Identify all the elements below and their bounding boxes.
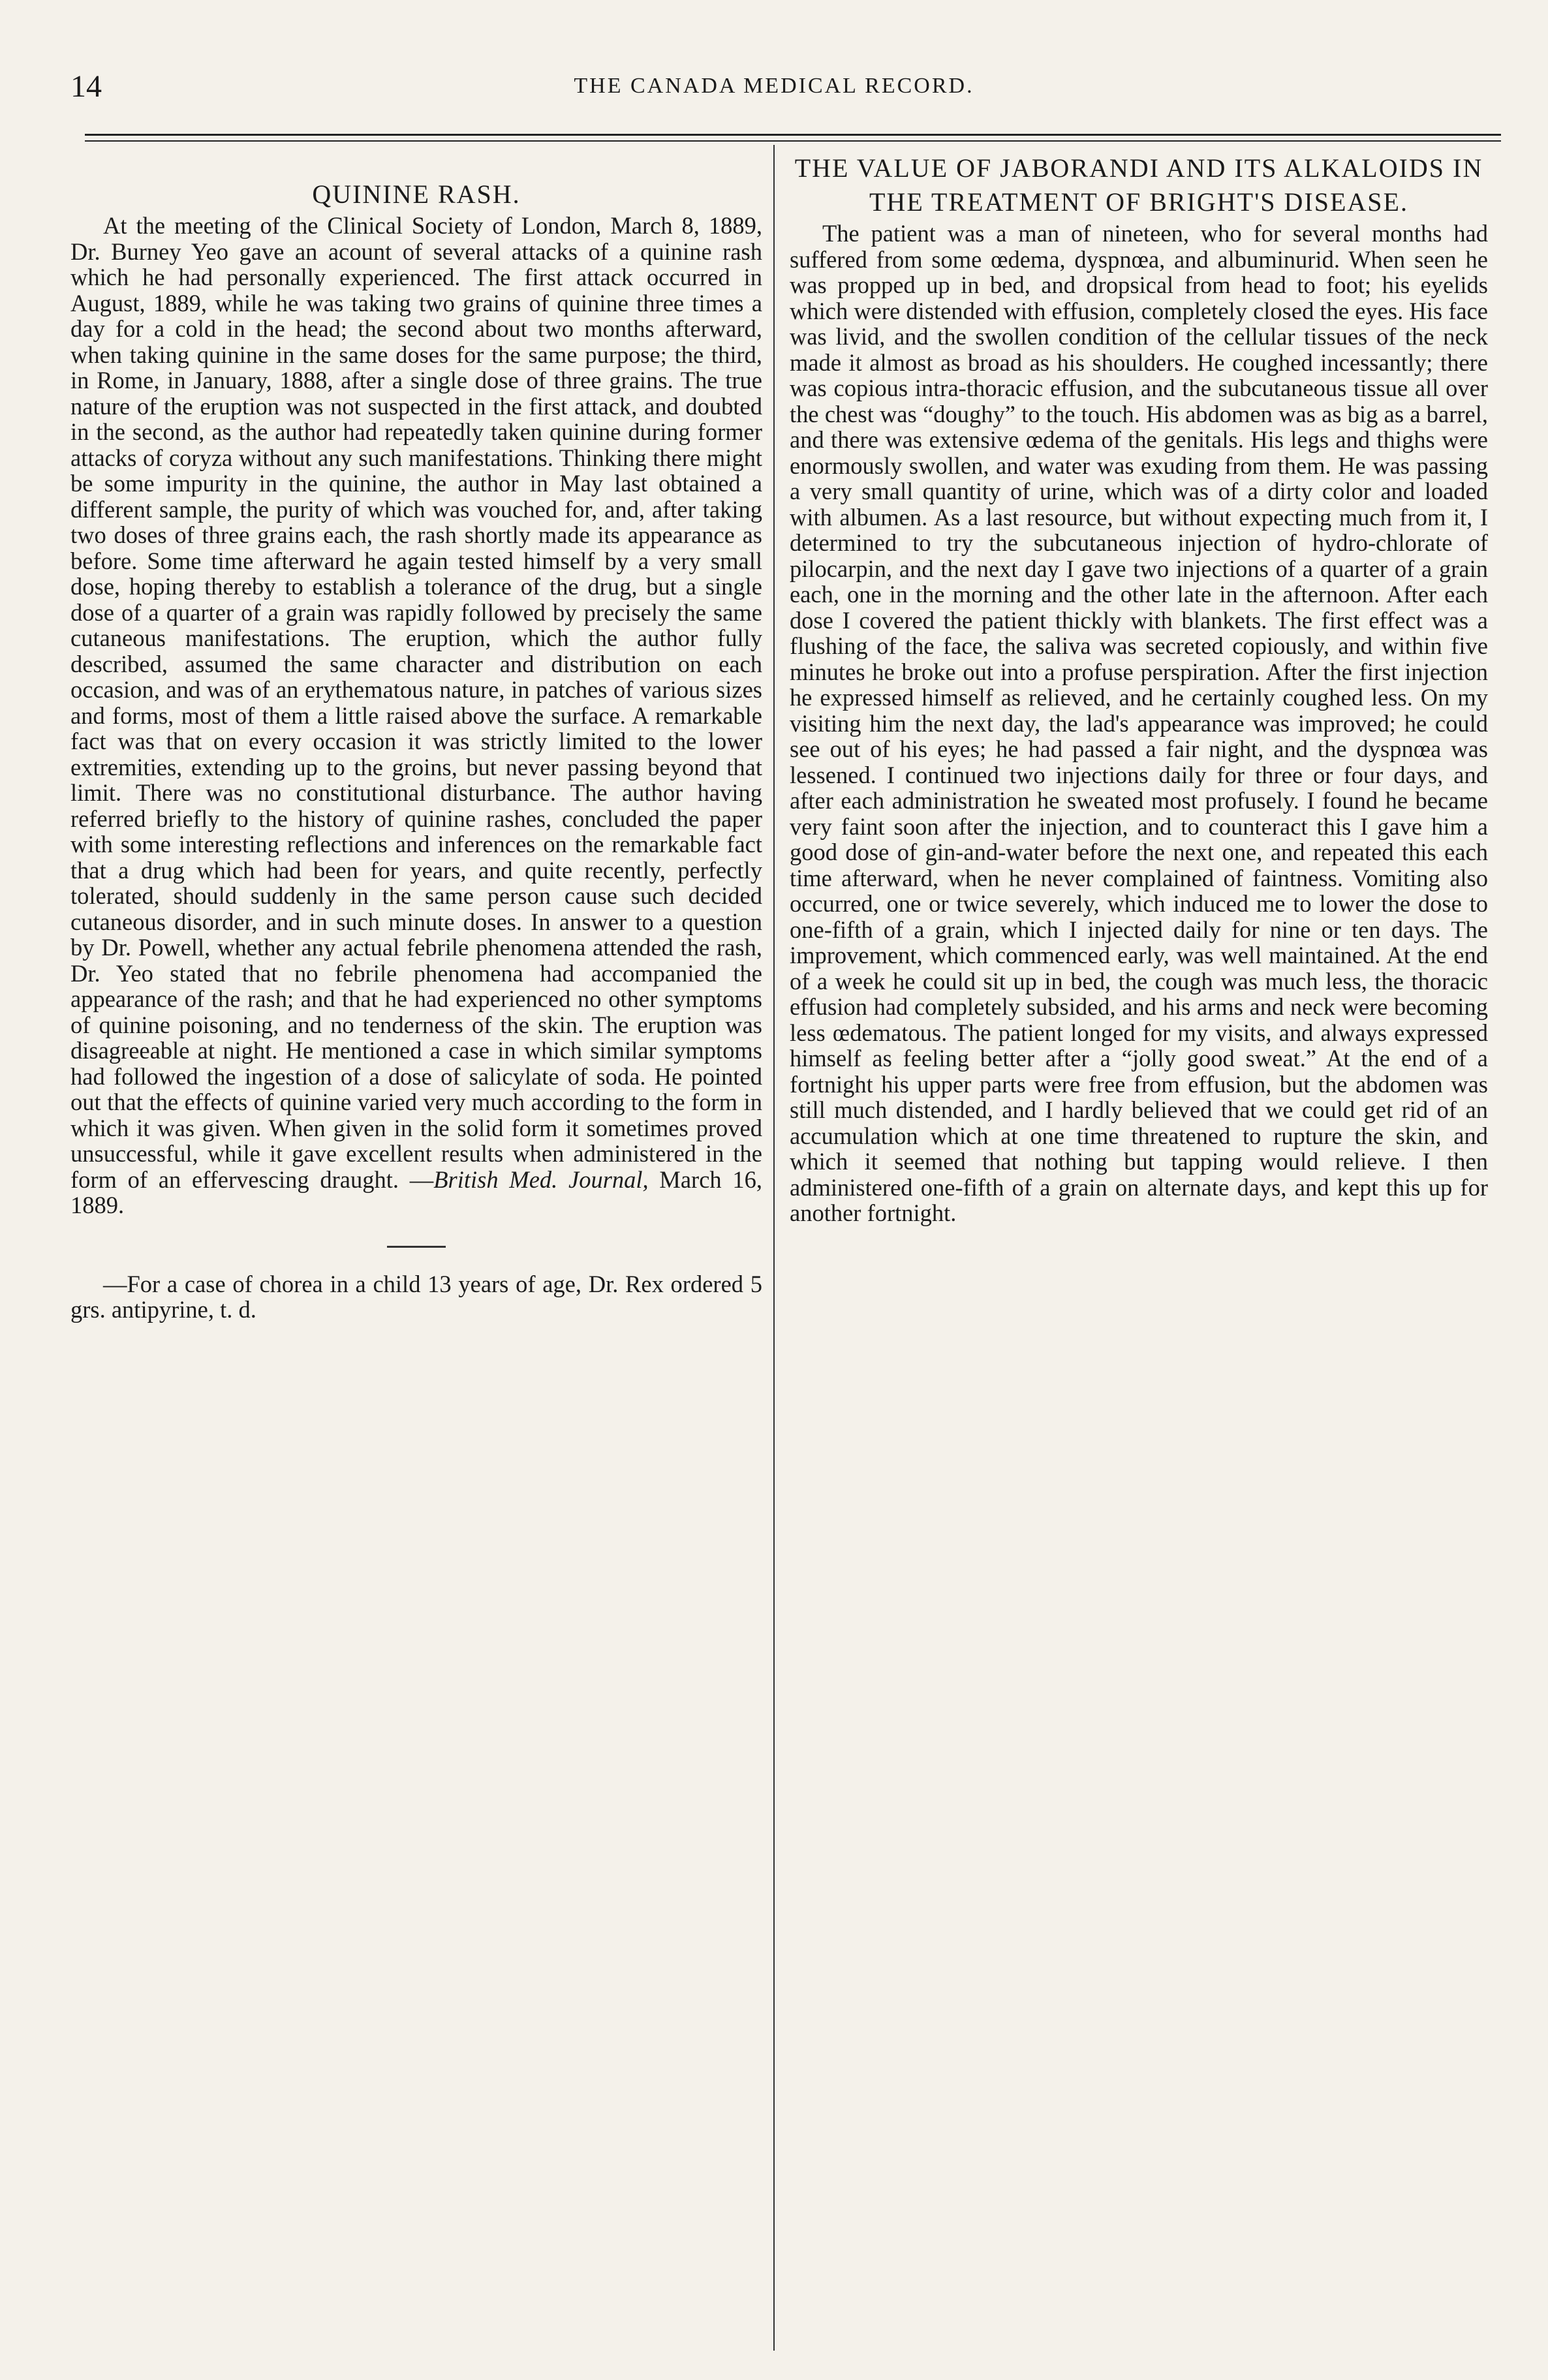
right-column [790,151,1488,1226]
column-divider [773,145,775,2351]
article-heading-jaborandi: THE VALUE OF JABORANDI AND ITS ALKALOIDS IN THE TREATMENT OF BRIGHT'S DISEASE. [794,153,1483,217]
article-heading-quinine-rash: QUININE RASH. [312,179,521,209]
running-head [0,69,1548,108]
chorea-note: —For a case of chorea in a child 13 years of age, Dr. Rex ordered 5 grs. antipyrine, t. d. [70,1270,762,1323]
header-rule-thin [85,140,1501,142]
source-citation: British Med. Journal, [433,1166,649,1193]
left-column [70,151,762,1323]
article-body-text: At the meeting of the Clinical Society of London, March 8, 1889, Dr. Burney Yeo gave an acount of several attacks of a quinine rash which he had personally experienced. The first attack occurred in August, 1889, while he was taking two grains of quinine three times a day for a cold in the head; the second about two months afterward, when taking quinine in the same doses for the same purpose; the third, in Rome, in January, 1888, after a single dose of three grains. The true nature of the eruption was not suspected in the first attack, and doubted in the second, as the author had repeatedly taken quinine during former attacks of coryza without any such manifestations. Thinking there might be some impurity in the quinine, the author in May last obtained a different sample, the purity of which was vouched for, and, after taking two doses of three grains each, the rash shortly made its appearance as before. Some time afterward he again tested himself by a very small dose, hoping thereby to establish a tolerance of the drug, but a single dose of a quarter of a grain was rapidly followed by precisely the same cutaneous manifestations. The eruption, which the author fully described, assumed the same character and distribution on each occasion, and was of an erythematous nature, in patches of various sizes and forms, most of them a little raised above the surface. A remarkable fact was that on every occasion it was strictly limited to the lower extremities, extending up to the groins, but never passing beyond that limit. There was no constitutional disturbance. The author having referred briefly to the history of quinine rashes, concluded the paper with some interesting reflections and inferences on the remarkable fact that a drug which had been for years, and quite recently, perfectly tolerated, should suddenly in the same person cause such decided cutaneous disorder, and in such minute doses. In answer to a question by Dr. Powell, whether any actual febrile phenomena attended the rash, Dr. Yeo stated that no febrile phenomena had accompanied the appearance of the rash; and that he had experienced no other symptoms of quinine poisoning, and no tenderness of the skin. The eruption was disagreeable at night. He mentioned a case in which similar symptoms had followed the ingestion of a dose of salicylate of soda. He pointed out that the effects of quinine varied very much according to the form in which it was given. When given in the solid form it sometimes proved unsuccessful, while it gave excellent results when administered in the form of an effervescing draught. — [70,212,762,1193]
article-body-quinine-rash [70,213,762,1218]
journal-title: THE CANADA MEDICAL RECORD. [574,74,974,98]
page-number: 14 [70,69,102,104]
source-date: March 16, 1889. [70,1166,763,1218]
header-rule [85,134,1501,136]
section-rule [387,1246,446,1248]
article-body-jaborandi: The patient was a man of nineteen, who for several months had suffered from some œdema, dyspnœa, and albuminurid. When seen he was propped up in bed, and dropsical from head to foot; his eyelids which were distended with effusion, completely closed the eyes. His face was livid, and the swollen condition of the cellular tissues of the neck made it almost as broad as his shoulders. He coughed incessantly; there was copious intra-thoracic effusion, and the subcutaneous tissue all over the chest was “doughy” to the touch. His abdomen was as big as a barrel, and there was extensive œdema of the genitals. His legs and thighs were enormously swollen, and water was exuding from them. He was passing a very small quantity of urine, which was of a dirty color and loaded with albumen. As a last resource, but without expecting much from it, I determined to try the subcutaneous injection of hydro-chlorate of pilocarpin, and the next day I gave two injections of a quarter of a grain each, one in the morning and the other late in the afternoon. After each dose I covered the patient thickly with blankets. The first effect was a flushing of the face, the saliva was secreted copiously, and within five minutes he broke out into a profuse perspiration. After the first injection he expressed himself as relieved, and he certainly coughed less. On my visiting him the next day, the lad's appearance was improved; he could see out of his eyes; he had passed a fair night, and the dyspnœa was lessened. I continued two injections daily for three or four days, and after each administration he sweated most profusely. I found he became very faint soon after the injection, and to counteract this I gave him a good dose of gin-and-water before the next one, and repeated this each time afterward, when he never complained of faintness. Vomiting also occurred, one or twice severely, which induced me to lower the dose to one-fifth of a grain, which I injected daily for nine or ten days. The improvement, which commenced early, was well maintained. At the end of a week he could sit up in bed, the cough was much less, the thoracic effusion had completely subsided, and his arms and neck were becoming less œdematous. The patient longed for my visits, and always expressed himself as feeling better after a “jolly good sweat.” At the end of a fortnight his upper parts were free from effusion, but the abdomen was still much distended, and I hardly believed that we could get rid of an accumulation which at one time threatened to rupture the skin, and which it seemed that nothing but tapping would relieve. I then administered one-fifth of a grain on alternate days, and kept this up for another fortnight. [790,220,1488,1226]
